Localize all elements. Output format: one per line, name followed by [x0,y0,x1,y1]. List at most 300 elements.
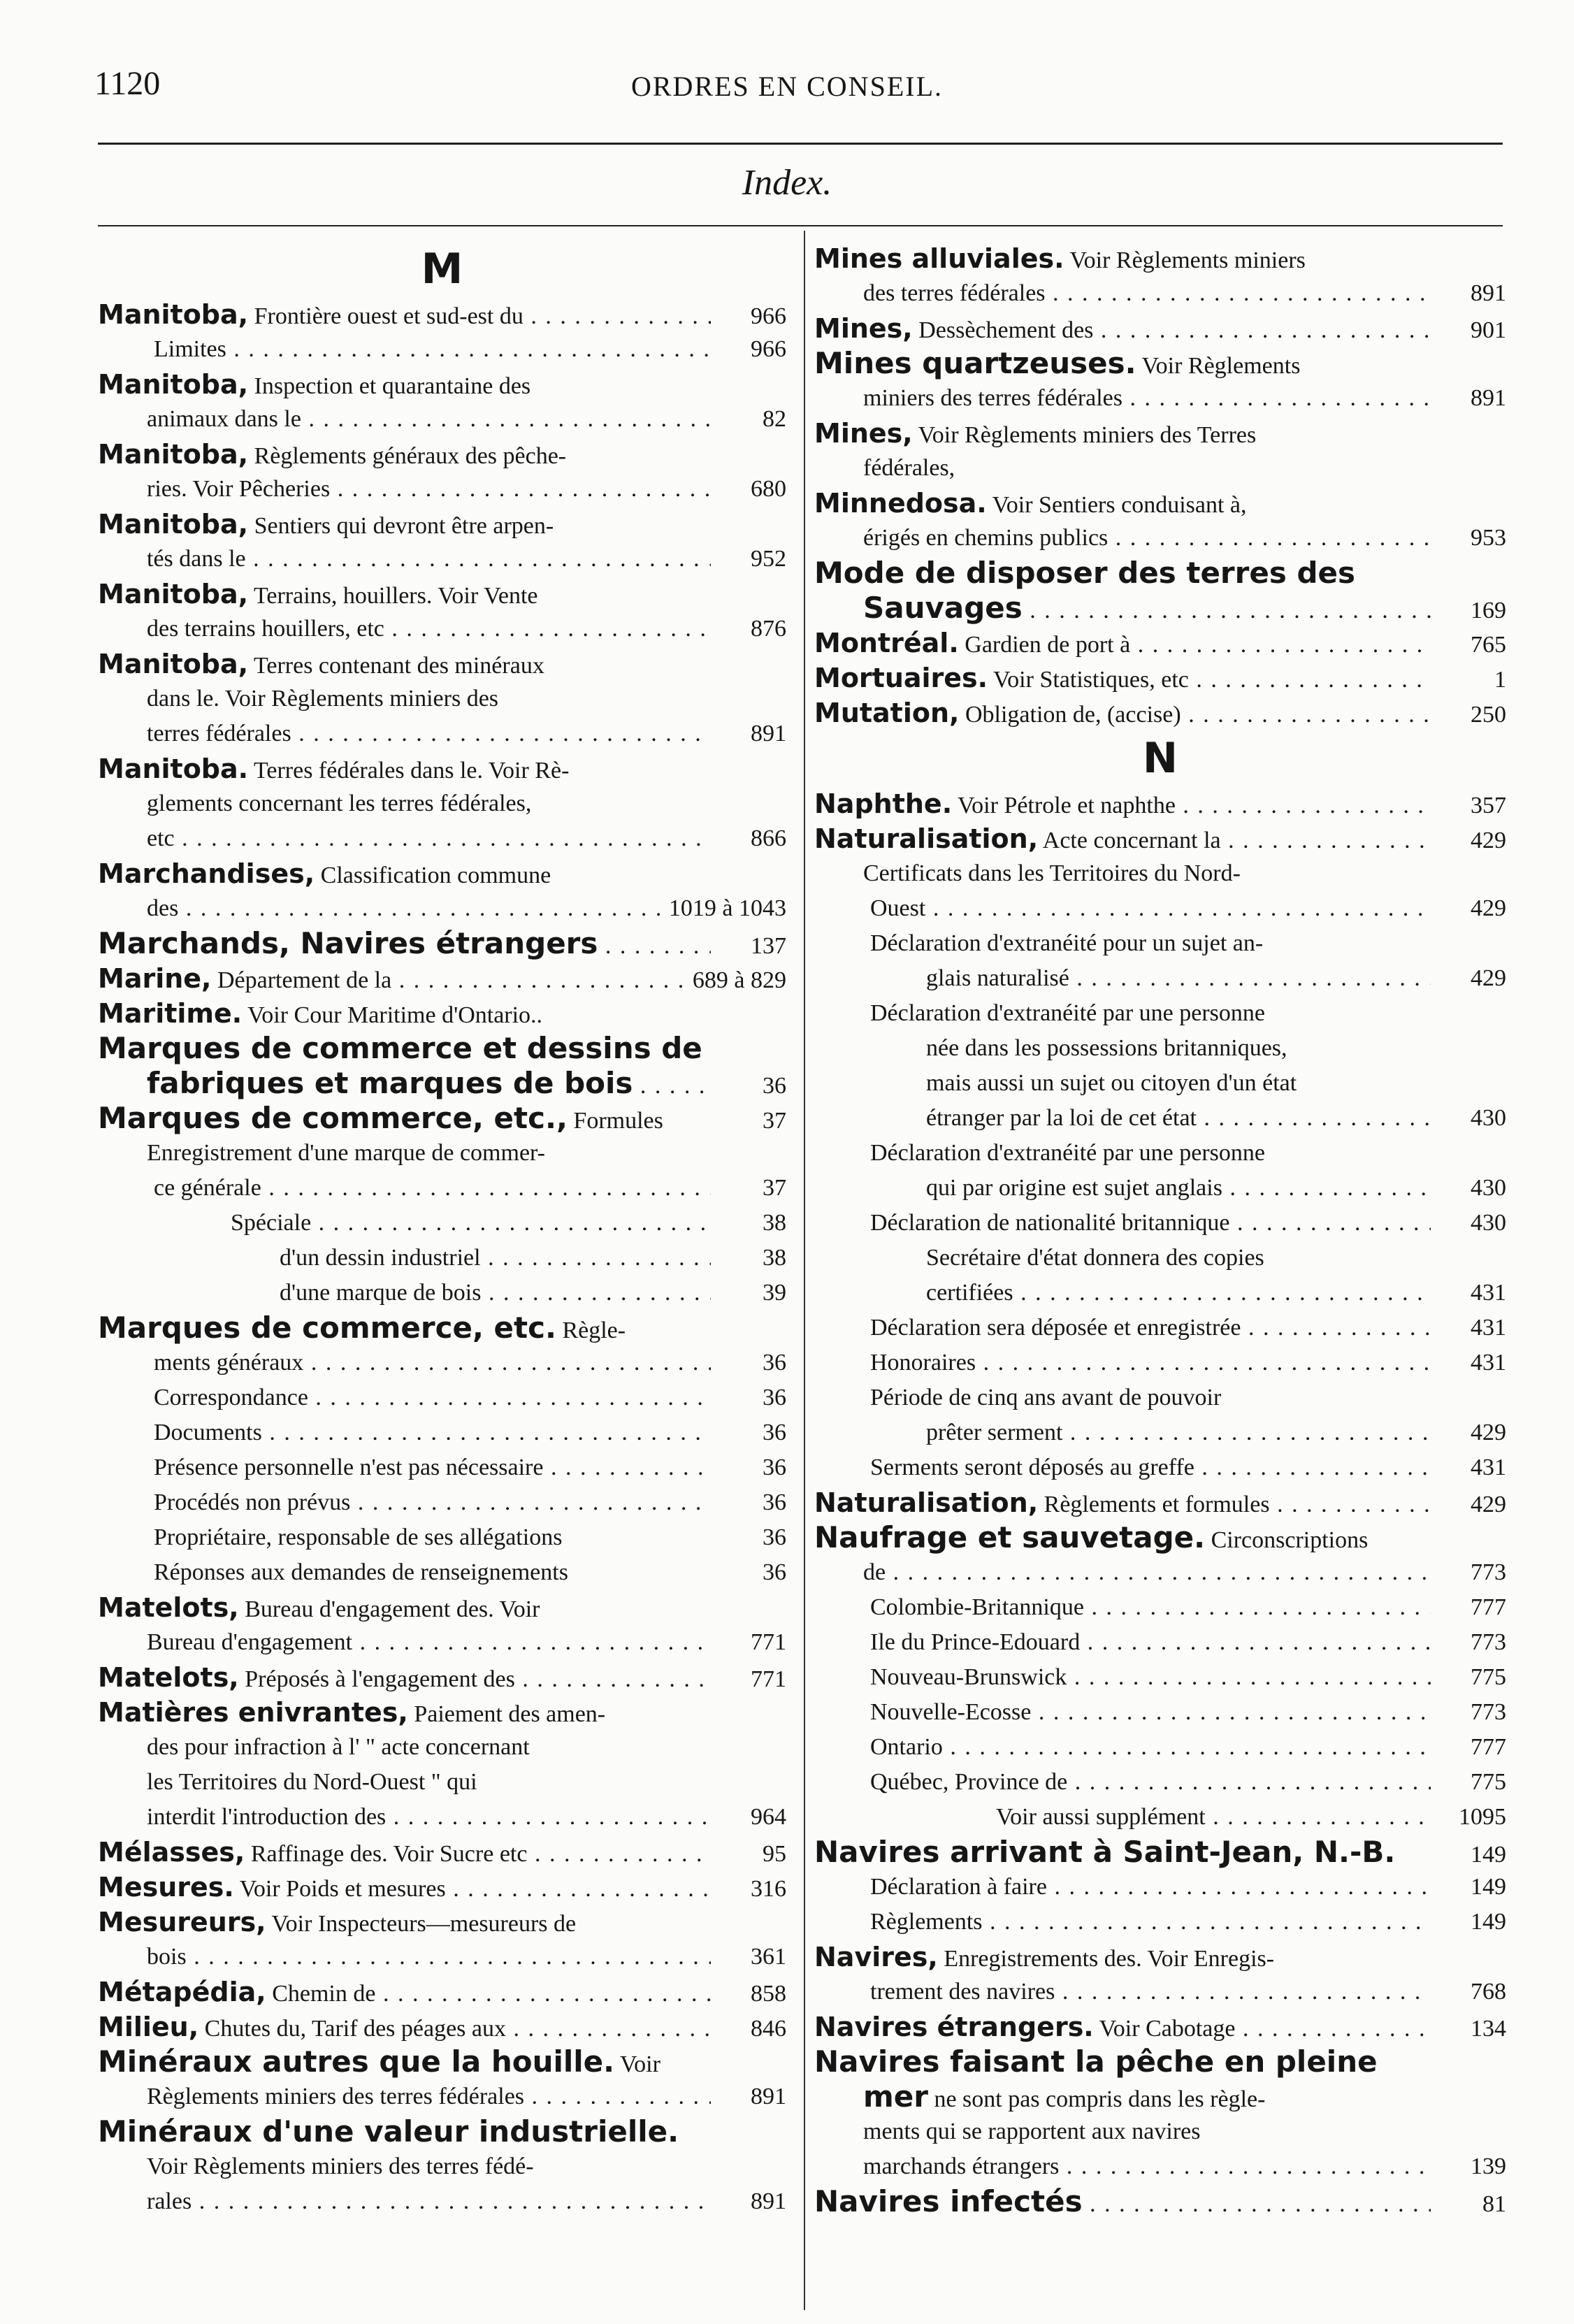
entry-description: qui par origine est sujet anglais [926,1175,1222,1201]
page-reference: 952 [751,546,786,572]
index-entry-line [98,1590,786,1625]
index-entry-line [98,437,786,472]
entry-description: terres fédérales [147,721,291,746]
page-reference: 901 [1471,317,1506,343]
entry-text [863,451,1506,486]
entry-description: Voir Règlements miniers des terres fédé- [147,2153,534,2179]
entry-text [870,1590,1431,1625]
entry-text [147,1730,786,1765]
page-reference: 39 [763,1280,786,1306]
entry-text [870,1730,1431,1765]
entry-description: Frontière ouest et sud-est du [248,303,524,329]
page-reference: 36 [763,1559,786,1585]
entry-description: Acte concernant la [1038,828,1221,853]
entry-text [98,2009,711,2047]
index-entry-line [98,1870,786,1905]
entry-description: tés dans le [147,546,246,572]
entry-headword: Manitoba, [98,439,249,470]
entry-headword: Mode de disposer des terres des [814,556,1356,590]
index-entry-line [98,1800,786,1835]
entry-description: Voir Règlements miniers [1064,247,1306,273]
page-reference: 1 [1494,667,1506,693]
entry-text [814,556,1506,593]
entry-description: Préposés à l'engagement des [238,1666,515,1692]
entry-headword: Mélasses, [98,1837,245,1868]
entry-description: Certificats dans les Territoires du Nord- [863,860,1241,886]
entry-headword: Naphthe. [814,788,953,819]
index-entry-line [98,1031,786,1066]
entry-headword: Mortuaires. [814,663,988,693]
entry-description: Obligation de, (accise) [959,702,1181,728]
entry-text [98,1975,711,2012]
page-reference: 680 [751,476,786,502]
index-entry-line [814,1485,1506,1520]
page-reference: 876 [751,616,786,642]
page-reference: 777 [1471,1734,1506,1760]
entry-headword: Matelots, [98,1592,239,1623]
entry-text [814,626,1431,663]
page-reference: 38 [763,1245,786,1271]
entry-text [98,856,786,893]
entry-text [870,1905,1431,1940]
index-entry-line [814,2184,1506,2219]
index-entry-line [98,2114,786,2149]
entry-description: Correspondance [154,1385,308,1410]
page-reference: 891 [751,721,786,746]
entry-headword: Minnedosa. [814,488,987,519]
index-entry-line [814,2044,1506,2079]
page-reference: 149 [1471,1874,1506,1900]
index-entry-line [814,1345,1506,1380]
entry-text [147,2149,786,2184]
entry-description: Présence personnelle n'est pas nécessaire [154,1455,544,1480]
index-entry-line [98,716,786,751]
entry-description: Déclaration d'extranéité par une personne [870,1000,1265,1026]
index-entry-line [98,332,786,367]
entry-headword: Navires étrangers. [814,2012,1094,2042]
entry-description: Terrains, houillers. Voir Vente [248,583,538,609]
entry-text [231,1206,711,1241]
index-entry-line [814,1730,1506,1765]
index-entry-line [814,1800,1506,1835]
entry-description: Secrétaire d'état donnera des copies [926,1245,1264,1271]
index-entry-line [814,1101,1506,1136]
entry-headword: Sauvages [863,591,1023,625]
page-reference: 134 [1471,2016,1506,2042]
entry-text [98,2044,786,2082]
page-reference: 250 [1471,702,1506,728]
index-entry-line [814,381,1506,416]
entry-description: Propriétaire, responsable de ses allégations [154,1524,563,1550]
entry-headword: Mines, [814,418,913,449]
entry-text [870,1625,1431,1660]
index-entry-line [98,297,786,332]
page-reference: 36 [763,1489,786,1515]
entry-text [154,1345,711,1380]
index-entry-line [814,1241,1506,1276]
page-reference: 964 [751,1804,786,1830]
index-entry-line [814,961,1506,996]
index-entry-line [814,626,1506,661]
entry-text [147,612,711,647]
entry-description: Sentiers qui devront être arpen- [248,513,554,539]
entry-headword: fabriques et marques de bois [147,1066,633,1100]
entry-headword: Marchandises, [98,858,315,889]
entry-text [280,1241,711,1276]
entry-description: Déclaration de nationalité britannique [870,1210,1230,1236]
entry-text [98,1835,711,1872]
entry-description: Voir Cour Maritime d'Ontario.. [242,1002,543,1028]
page-reference: 36 [763,1524,786,1550]
entry-headword: Navires infectés [814,2184,1083,2218]
entry-text [147,1625,711,1660]
entry-headword: Manitoba, [98,649,249,679]
page-reference: 429 [1471,828,1506,853]
entry-description: Règlements [870,1909,983,1935]
entry-headword: Manitoba, [98,369,249,400]
entry-text [98,297,711,334]
index-entry-line [98,1311,786,1345]
page-reference: 357 [1471,793,1506,818]
page-reference: 429 [1471,895,1506,921]
entry-text [147,472,711,507]
entry-text [147,716,711,751]
entry-headword: Marchands, Navires étrangers [98,926,598,960]
entry-description: Voir Cabotage [1093,2016,1236,2042]
index-entry-line [814,591,1506,626]
entry-description: d'une marque de bois [280,1280,482,1306]
entry-description: Formules [567,1108,663,1134]
letter-heading-m: M [421,245,463,294]
index-entry-line [98,1171,786,1206]
page-reference: 149 [1471,1842,1506,1868]
entry-headword: Minéraux d'une valeur industrielle. [98,2114,679,2149]
index-entry-line [98,786,786,821]
page-reference: 771 [751,1629,786,1655]
page-reference: 858 [751,1981,786,2007]
index-entry-line [98,1660,786,1695]
page-reference: 866 [751,825,786,851]
entry-text [98,751,786,788]
index-entry-line [814,1380,1506,1415]
entry-text [926,1276,1431,1311]
entry-description: Paiement des amen- [407,1701,606,1727]
entry-headword: Métapédia, [98,1977,266,2007]
page-reference: 37 [763,1108,786,1134]
entry-description: Déclaration d'extranéité par une personne [870,1140,1265,1166]
entry-text [280,1276,711,1311]
page-reference: 36 [763,1385,786,1410]
entry-headword: mer [863,2079,928,2114]
entry-headword: Mines alluviales. [814,243,1064,274]
entry-description: Ouest [870,895,926,921]
index-entry-line [814,1415,1506,1450]
entry-text [926,1101,1431,1136]
index-entry-line [98,1835,786,1870]
entry-text [98,996,786,1033]
entry-text [98,1660,711,1697]
page-reference: 36 [763,1455,786,1480]
index-entry-line [814,416,1506,451]
page-reference: 139 [1471,2153,1506,2179]
page-reference: 361 [751,1944,786,1970]
page-reference: 771 [751,1666,786,1692]
entry-description: Déclaration à faire [870,1874,1047,1900]
index-entry-line [814,1905,1506,1940]
entry-description: Voir Pétrole et naphthe [952,793,1176,818]
entry-text [870,1311,1431,1345]
entry-text [863,2114,1506,2149]
entry-text [863,1555,1431,1590]
index-entry-line [814,661,1506,695]
entry-text [154,1520,711,1555]
entry-description: Règlements et formules [1038,1492,1270,1517]
entry-description: d'un dessin industriel [280,1245,481,1271]
entry-description: Déclaration d'extranéité pour un sujet an- [870,930,1264,956]
entry-description: Classification commune [315,863,551,888]
page-reference: 891 [751,2188,786,2214]
page-reference: 891 [1471,385,1506,411]
entry-headword: Naufrage et sauvetage. [814,1520,1206,1554]
index-entry-line [814,2149,1506,2184]
index-entry-line [814,1695,1506,1730]
entry-text [98,507,786,544]
entry-text [814,1835,1431,1872]
index-entry-line [814,1625,1506,1660]
entry-headword: Montréal. [814,628,959,658]
entry-text [814,2009,1431,2047]
entry-text [98,961,687,998]
entry-text [154,1415,711,1450]
entry-text [814,2044,1506,2082]
index-entry-line [814,1450,1506,1485]
entry-text [863,276,1431,311]
entry-description: Règlements généraux des pêche- [248,443,567,469]
entry-headword: Maritime. [98,998,243,1029]
entry-text [147,1136,786,1171]
running-title: ORDRES EN CONSEIL. [630,71,944,102]
index-entry-line [98,1625,786,1660]
page-reference: 773 [1471,1629,1506,1655]
index-entry-line [98,1206,786,1241]
entry-description: ments qui se rapportent aux navires [863,2119,1201,2144]
entry-text [863,2149,1431,2184]
entry-description: Règlements miniers des terres fédérales [147,2084,525,2109]
entry-text [814,1485,1431,1522]
index-entry-line [814,1555,1506,1590]
entry-headword: Mines quartzeuses. [814,346,1136,380]
entry-text [863,381,1431,416]
entry-headword: Mines, [814,313,913,344]
entry-text [814,1940,1506,1977]
entry-text [863,521,1431,556]
index-entry-line [98,1380,786,1415]
index-entry-line [98,1940,786,1975]
entry-description: des [147,895,179,921]
entry-text [98,367,786,404]
entry-description: Terres fédérales dans le. Voir Rè- [248,758,570,784]
page-reference: 36 [763,1350,786,1376]
entry-text [814,821,1431,858]
entry-description: fédérales, [863,455,955,481]
index-entry-line [98,1276,786,1311]
entry-description: marchands étrangers [863,2153,1060,2179]
index-entry-line [98,1345,786,1380]
index-entry-line [814,1066,1506,1101]
column-divider [804,231,805,2310]
entry-description: Spéciale [231,1210,312,1236]
index-entry-line [814,1660,1506,1695]
entry-text [147,2079,711,2114]
index-entry-line [814,1975,1506,2009]
entry-description: Terres contenant des minéraux [248,653,544,679]
entry-text [814,661,1431,698]
entry-text [147,1765,786,1800]
index-entry-line [98,1066,786,1101]
index-column-right [814,241,1506,2219]
entry-text [870,1380,1506,1415]
entry-text [814,311,1431,348]
entry-text [98,437,786,474]
index-entry-line [814,1171,1506,1206]
index-entry-line [98,1485,786,1520]
index-entry-line [814,786,1506,821]
entry-text [147,1800,711,1835]
entry-text [814,416,1506,453]
entry-text [98,1870,711,1907]
entry-headword: Milieu, [98,2012,199,2042]
page-reference: 773 [1471,1559,1506,1585]
index-entry-line [98,472,786,507]
entry-description: Inspection et quarantaine des [248,373,531,399]
entry-text [870,1870,1431,1905]
entry-description: les Territoires du Nord-Ouest " qui [147,1769,477,1795]
index-entry-line [98,1975,786,2009]
entry-text [926,1171,1431,1206]
entry-text [870,1450,1431,1485]
entry-headword: Mesures. [98,1872,234,1903]
index-entry-line [814,346,1506,381]
entry-text [154,1171,711,1206]
entry-description: rales [147,2188,192,2214]
entry-description: glements concernant les terres fédérales, [147,791,532,816]
index-entry-line [814,926,1506,961]
entry-description: de [863,1559,886,1585]
index-entry-line [98,1241,786,1276]
entry-description: miniers des terres fédérales [863,385,1122,411]
entry-text [814,1520,1506,1558]
index-entry-line [98,996,786,1031]
entry-description: ments généraux [154,1350,304,1376]
page-reference: 149 [1471,1909,1506,1935]
page-reference: 846 [751,2016,786,2042]
entry-headword: Marques de commerce, etc., [98,1101,568,1135]
entry-description: trement des navires [870,1979,1055,2005]
entry-description: Voir Règlements miniers des Terres [912,422,1257,448]
entry-description: Chemin de [266,1981,376,2007]
index-entry-line [98,961,786,996]
entry-text [870,1345,1431,1380]
index-entry-line [814,1311,1506,1345]
index-entry-line [814,2114,1506,2149]
entry-headword: Navires, [814,1942,938,1972]
entry-description: etc [147,825,175,851]
page-reference: 775 [1471,1664,1506,1690]
entry-text [147,891,663,926]
index-entry-line [814,1940,1506,1975]
entry-description: Colombie-Britannique [870,1594,1084,1620]
entry-description: érigés en chemins publics [863,525,1109,551]
index-entry-line [814,1206,1506,1241]
index-entry-line [98,751,786,786]
letter-heading-n: N [1142,734,1178,783]
entry-text [870,996,1506,1031]
index-entry-line [98,856,786,891]
entry-text [147,542,711,577]
entry-description: Enregistrements des. Voir Enregis- [937,1946,1275,1972]
entry-text [98,1695,786,1732]
index-entry-line [814,1031,1506,1066]
page-reference: 891 [751,2084,786,2109]
page-reference: 430 [1471,1175,1506,1201]
page-reference: 95 [763,1841,786,1867]
index-entry-line [814,996,1506,1031]
entry-text [870,926,1506,961]
entry-text [154,332,711,367]
entry-headword: Marine, [98,963,212,994]
index-entry-line [98,821,786,856]
index-entry-line [98,1905,786,1940]
page-reference: 891 [1471,280,1506,306]
page-reference: 429 [1471,1492,1506,1517]
entry-description: Québec, Province de [870,1769,1068,1795]
entry-text [926,1031,1506,1066]
entry-description: Voir Inspecteurs—mesureurs de [266,1911,577,1937]
entry-description: dans le. Voir Règlements miniers des [147,686,499,712]
entry-description: ce générale [154,1175,261,1201]
index-entry-line [98,1765,786,1800]
index-entry-line [98,647,786,681]
entry-text [98,1905,786,1942]
entry-text [147,681,786,716]
entry-headword: Matelots, [98,1662,239,1693]
index-entry-line [98,1136,786,1171]
page-reference: 81 [1482,2191,1506,2217]
page-reference: 430 [1471,1210,1506,1236]
index-column-left [98,241,786,2219]
entry-text [154,1555,711,1590]
entry-description: interdit l'introduction des [147,1804,387,1830]
page-reference: 773 [1471,1699,1506,1725]
index-entry-line [98,2009,786,2044]
entry-description: Période de cinq ans avant de pouvoir [870,1385,1222,1410]
page-reference: 1019 à 1043 [668,895,786,921]
entry-description: Chutes du, Tarif des péages aux [198,2016,506,2042]
index-entry-line [814,1136,1506,1171]
page-reference: 37 [763,1175,786,1201]
entry-text [996,1800,1431,1835]
entry-description: Raffinage des. Voir Sucre etc [245,1841,528,1867]
entry-description: Nouvelle-Ecosse [870,1699,1032,1725]
index-entry-line [98,402,786,437]
entry-description: Procédés non prévus [154,1489,351,1515]
entry-description: Déclaration sera déposée et enregistrée [870,1315,1241,1341]
index-entry-line [814,521,1506,556]
index-entry-line [814,1276,1506,1311]
entry-headword: Mutation, [814,698,960,728]
entry-headword: Navires arrivant à Saint-Jean, N.-B. [814,1835,1396,1869]
entry-text [870,891,1431,926]
